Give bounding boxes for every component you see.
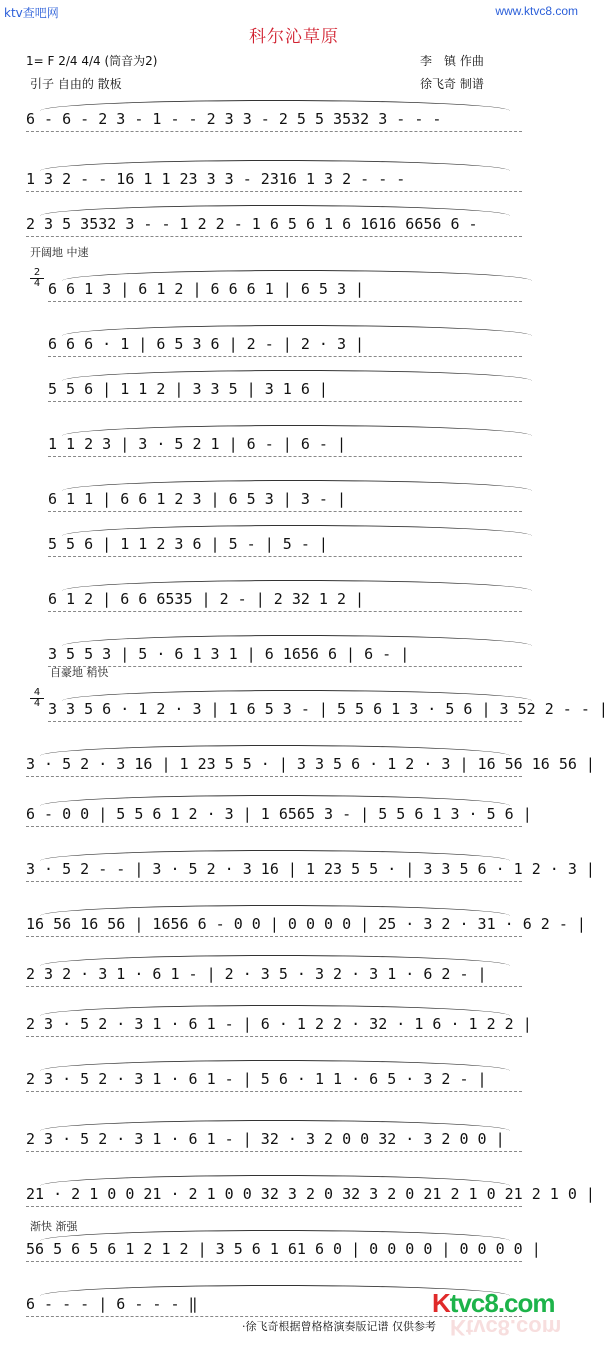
underline-beam bbox=[48, 301, 522, 302]
score-row bbox=[48, 635, 522, 669]
note-line: 21 · 2 1 0 0 21 · 2 1 0 0 32 3 2 0 32 3 2 0 21 2 1 0 21 2 1 0 | bbox=[26, 1185, 595, 1203]
underline-beam bbox=[26, 881, 522, 882]
score-row bbox=[26, 1005, 532, 1039]
underline-beam bbox=[26, 1206, 522, 1207]
score-row bbox=[48, 580, 522, 614]
note-line: 6 1 1 | 6 6 1 2 3 | 6 5 3 | 3 - | bbox=[48, 490, 347, 508]
underline-beam bbox=[26, 1036, 522, 1037]
note-line: 2 3 5 3532 3 - - 1 2 2 - 1 6 5 6 1 6 1616 6656 6 - bbox=[26, 215, 478, 233]
note-line: 2 3 · 5 2 · 3 1 · 6 1 - | 6 · 1 2 2 · 32 · 1 6 · 1 2 2 | bbox=[26, 1015, 532, 1033]
score-row bbox=[26, 745, 595, 779]
time-signature-4-4: 4 4 bbox=[30, 688, 44, 709]
underline-beam bbox=[26, 986, 522, 987]
tempo-mark-1: 开阔地 中速 bbox=[30, 246, 89, 259]
logo-reflection: Ktvc8.com bbox=[450, 1315, 562, 1340]
score-row bbox=[48, 370, 522, 404]
underline-beam bbox=[48, 511, 522, 512]
score-row bbox=[26, 1230, 541, 1264]
underline-beam bbox=[48, 666, 522, 667]
note-line: 3 5 5 3 | 5 · 6 1 3 1 | 6 1656 6 | 6 - | bbox=[48, 645, 410, 663]
note-line: 2 3 2 · 3 1 · 6 1 - | 2 · 3 5 · 3 2 · 3 1 · 6 2 - | bbox=[26, 965, 487, 983]
note-line: 16 56 16 56 | 1656 6 - 0 0 | 0 0 0 0 | 25 · 3 2 · 31 · 6 2 - | bbox=[26, 915, 586, 933]
time-signature-2-4: 2 4 bbox=[30, 268, 44, 289]
underline-beam bbox=[48, 611, 522, 612]
score-row bbox=[48, 425, 522, 459]
note-line: 6 1 2 | 6 6 6535 | 2 - | 2 32 1 2 | bbox=[48, 590, 365, 608]
note-line: 2 3 · 5 2 · 3 1 · 6 1 - | 32 · 3 2 0 0 32 · 3 2 0 0 | bbox=[26, 1130, 505, 1148]
underline-beam bbox=[48, 456, 522, 457]
score-title: 科尔沁草原 bbox=[249, 27, 339, 47]
note-line: 3 3 5 6 · 1 2 · 3 | 1 6 5 3 - | 5 5 6 1 3 · 5 6 | 3 52 2 - - | bbox=[48, 700, 608, 718]
underline-beam bbox=[26, 131, 522, 132]
note-line: 3 · 5 2 - - | 3 · 5 2 · 3 16 | 1 23 5 5 · | 3 3 5 6 · 1 2 · 3 | bbox=[26, 860, 595, 878]
note-line: 3 · 5 2 · 3 16 | 1 23 5 5 · | 3 3 5 6 · 1 2 · 3 | 16 56 16 56 | bbox=[26, 755, 595, 773]
score-row bbox=[26, 160, 522, 194]
ktvc8-logo bbox=[432, 1288, 572, 1340]
footer-note: ·徐飞奇根据曾格格演奏版记谱 仅供参考 bbox=[242, 1320, 436, 1333]
score-row bbox=[48, 270, 522, 304]
note-line: 6 - 6 - 2 3 - 1 - - 2 3 3 - 2 5 5 3532 3 - - - bbox=[26, 110, 442, 128]
underline-beam bbox=[48, 356, 522, 357]
underline-beam bbox=[48, 556, 522, 557]
underline-beam bbox=[26, 826, 522, 827]
score-row bbox=[26, 795, 532, 829]
note-line: 6 6 6 · 1 | 6 5 3 6 | 2 - | 2 · 3 | bbox=[48, 335, 365, 353]
note-line: 5 5 6 | 1 1 2 | 3 3 5 | 3 1 6 | bbox=[48, 380, 328, 398]
composer-credit: 李 镇 作曲 bbox=[420, 54, 484, 68]
score-row bbox=[48, 525, 522, 559]
score-row bbox=[48, 325, 522, 359]
note-line: 6 6 1 3 | 6 1 2 | 6 6 6 1 | 6 5 3 | bbox=[48, 280, 365, 298]
underline-beam bbox=[26, 236, 522, 237]
score-row bbox=[26, 955, 522, 989]
score-row bbox=[26, 1060, 522, 1094]
note-line: 5 5 6 | 1 1 2 3 6 | 5 - | 5 - | bbox=[48, 535, 328, 553]
note-line: 1 1 2 3 | 3 · 5 2 1 | 6 - | 6 - | bbox=[48, 435, 347, 453]
note-line: 56 5 6 5 6 1 2 1 2 | 3 5 6 1 61 6 0 | 0 0 0 0 | 0 0 0 0 | bbox=[26, 1240, 541, 1258]
score-row bbox=[26, 1175, 595, 1209]
score-row bbox=[26, 905, 586, 939]
section-intro-label: 引子 自由的 散板 bbox=[30, 77, 122, 91]
score-row bbox=[26, 205, 522, 239]
score-row bbox=[48, 690, 608, 724]
underline-beam bbox=[48, 401, 522, 402]
score-row bbox=[48, 480, 522, 514]
underline-beam bbox=[26, 936, 522, 937]
score-row bbox=[26, 1120, 522, 1154]
underline-beam bbox=[26, 1091, 522, 1092]
site-url-right[interactable]: www.ktvc8.com bbox=[495, 4, 578, 18]
site-name-left[interactable]: ktv查吧网 bbox=[4, 6, 59, 20]
key-signature: 1= F 2/4 4/4 (筒音为2) bbox=[26, 54, 158, 68]
logo-mark: Ktvc8.com bbox=[432, 1288, 555, 1318]
tempo-mark-2: 自豪地 稍快 bbox=[50, 666, 109, 679]
note-line: 2 3 · 5 2 · 3 1 · 6 1 - | 5 6 · 1 1 · 6 5 · 3 2 - | bbox=[26, 1070, 487, 1088]
arranger-credit: 徐飞奇 制谱 bbox=[420, 77, 484, 91]
note-line: 6 - 0 0 | 5 5 6 1 2 · 3 | 1 6565 3 - | 5 5 6 1 3 · 5 6 | bbox=[26, 805, 532, 823]
underline-beam bbox=[26, 1261, 522, 1262]
underline-beam bbox=[48, 721, 522, 722]
note-line: 1 3 2 - - 16 1 1 23 3 3 - 2316 1 3 2 - - - bbox=[26, 170, 406, 188]
tempo-mark-3: 渐快 渐强 bbox=[30, 1220, 78, 1233]
underline-beam bbox=[26, 776, 522, 777]
score-row bbox=[26, 850, 595, 884]
score-row bbox=[26, 100, 522, 134]
underline-beam bbox=[26, 1151, 522, 1152]
underline-beam bbox=[26, 191, 522, 192]
note-line: 6 - - - | 6 - - - ‖ bbox=[26, 1295, 198, 1313]
